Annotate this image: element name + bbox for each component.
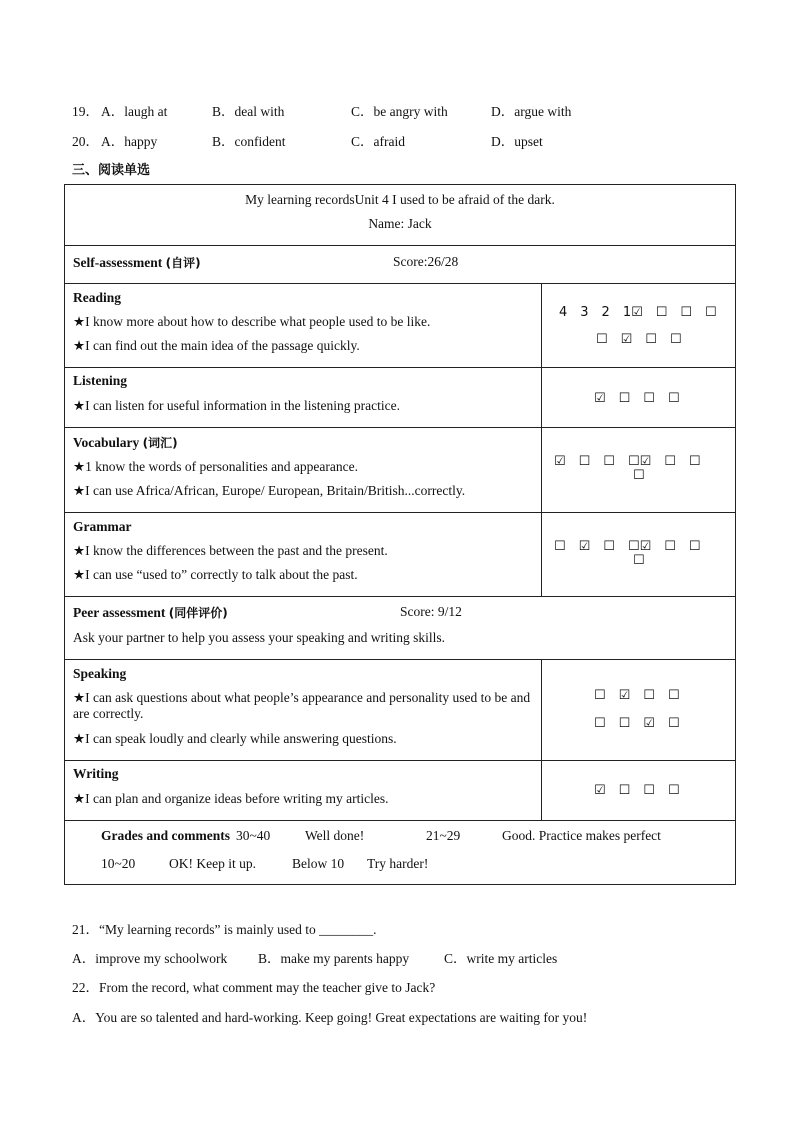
column-divider [541, 283, 542, 596]
q20-option-c: C．afraid [351, 134, 405, 149]
column-divider [541, 659, 542, 820]
q21-option-a: A．improve my schoolwork [72, 951, 228, 966]
row-divider [65, 427, 735, 428]
row-divider [65, 367, 735, 368]
row-divider [65, 820, 735, 821]
peer-assessment-score: Score: 9/12 [400, 604, 462, 619]
writing-statement-1: ★I can plan and organize ideas before writing my articles. [73, 791, 389, 806]
speaking-checkboxes-row-2: ☐ ☐ ☑ ☐ [594, 716, 680, 731]
self-assessment-score: Score:26/28 [393, 254, 459, 269]
q20-number: 20． [72, 134, 99, 149]
listening-checkboxes: ☑ ☐ ☐ ☐ [594, 391, 680, 406]
q20-option-b: B．confident [212, 134, 286, 149]
reading-checkboxes-row-2: ☐ ☑ ☐ ☐ [596, 332, 682, 347]
vocabulary-checkboxes-row-2: ☐ [633, 468, 645, 483]
row-divider [65, 596, 735, 597]
row-divider [65, 245, 735, 246]
row-divider [65, 760, 735, 761]
grade-comment-3: OK! Keep it up. [169, 856, 256, 871]
record-title: My learning recordsUnit 4 I used to be afraid of the dark. [245, 192, 555, 207]
grade-range-2: 21~29 [426, 828, 461, 843]
vocabulary-statement-2: ★I can use Africa/African, Europe/ European, Britain/British...correctly. [73, 483, 466, 498]
grade-comment-2: Good. Practice makes perfect [502, 828, 661, 843]
writing-heading: Writing [73, 766, 119, 781]
row-divider [65, 283, 735, 284]
learning-record-table [64, 184, 736, 885]
self-assessment-label: Self-assessment (自评) [73, 255, 201, 270]
q19-option-a: A．laugh at [101, 104, 168, 119]
reading-heading: Reading [73, 290, 122, 305]
grammar-statement-2: ★I can use “used to” correctly to talk about the past. [73, 567, 358, 582]
grammar-checkboxes-row-2: ☐ [633, 553, 645, 568]
q19-number: 19． [72, 104, 99, 119]
student-name: Name: Jack [368, 216, 432, 231]
section-title: 三、阅读单选 [72, 163, 151, 178]
listening-statement-1: ★I can listen for useful information in the listening practice. [73, 398, 401, 413]
q21-option-b: B．make my parents happy [258, 951, 410, 966]
q22-stem: 22．From the record, what comment may the teacher give to Jack? [72, 980, 436, 995]
speaking-heading: Speaking [73, 666, 127, 681]
peer-assessment-note: Ask your partner to help you assess your speaking and writing skills. [73, 630, 445, 645]
reading-statement-2: ★I can find out the main idea of the passage quickly. [73, 338, 360, 353]
vocabulary-heading: Vocabulary (词汇) [73, 435, 178, 450]
vocabulary-statement-1: ★1 know the words of personalities and appearance. [73, 459, 359, 474]
q19-option-d: D．argue with [491, 104, 572, 119]
reading-statement-1: ★I know more about how to describe what people used to be like. [73, 314, 431, 329]
grammar-statement-1: ★I know the differences between the past and the present. [73, 543, 388, 558]
q19-option-c: C．be angry with [351, 104, 448, 119]
grade-range-4: Below 10 [292, 856, 345, 871]
reading-checkboxes-row-1: 4 3 2 1☑ ☐ ☐ ☐ [559, 305, 717, 320]
speaking-checkboxes-row-1: ☐ ☑ ☐ ☐ [594, 688, 680, 703]
listening-heading: Listening [73, 373, 128, 388]
speaking-statement-2: ★I can speak loudly and clearly while answering questions. [73, 731, 397, 746]
grade-range-3: 10~20 [101, 856, 136, 871]
q21-option-c: C．write my articles [444, 951, 558, 966]
q19-option-b: B．deal with [212, 104, 285, 119]
q21-stem: 21．“My learning records” is mainly used to ________. [72, 922, 377, 937]
grammar-checkboxes-row-1: ☐ ☑ ☐ ☐☑ ☐ ☐ [554, 539, 701, 554]
row-divider [65, 512, 735, 513]
grade-comment-4: Try harder! [367, 856, 429, 871]
grades-label: Grades and comments [101, 828, 230, 843]
vocabulary-checkboxes-row-1: ☑ ☐ ☐ ☐☑ ☐ ☐ [554, 454, 701, 469]
q20-option-d: D．upset [491, 134, 543, 149]
grammar-heading: Grammar [73, 519, 132, 534]
q20-option-a: A．happy [101, 134, 158, 149]
q22-option-a: A．You are so talented and hard-working. Keep going! Great expectations are waiting for you! [72, 1010, 588, 1025]
speaking-statement-1: ★I can ask questions about what people’s appearance and personality used to be and are correctly. [73, 690, 531, 721]
grade-range-1: 30~40 [236, 828, 271, 843]
row-divider [65, 659, 735, 660]
peer-assessment-label: Peer assessment (同伴评价) [73, 605, 228, 620]
writing-checkboxes: ☑ ☐ ☐ ☐ [594, 783, 680, 798]
grade-comment-1: Well done! [305, 828, 365, 843]
